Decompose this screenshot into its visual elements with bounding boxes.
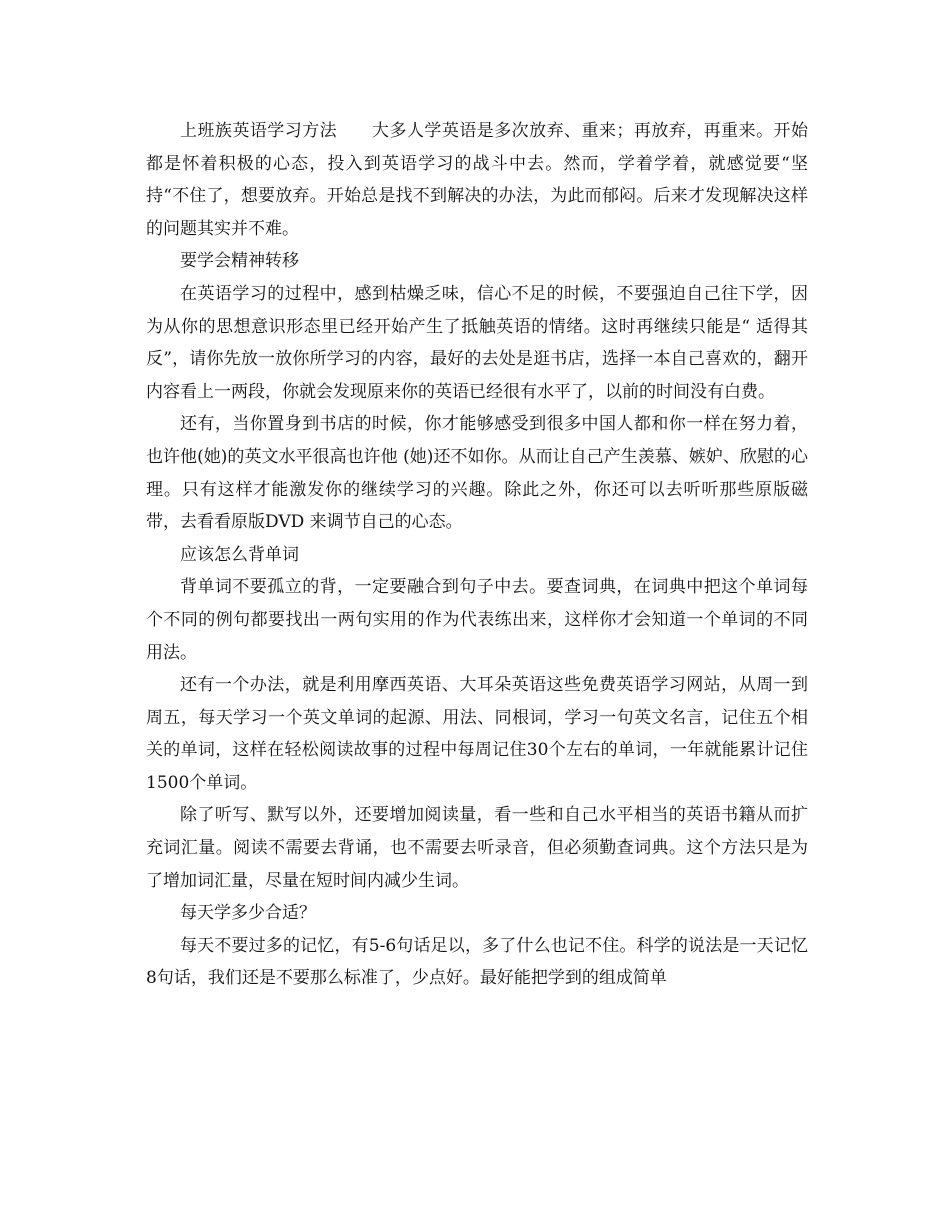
paragraph-intro: 上班族英语学习方法 大多人学英语是多次放弃、重来；再放弃，再重来。开始都是怀着积极的心态，投入到英语学习的战斗中去。然而，学着学着，就感觉要“坚持“不住了，想要放弃。开始总是找不到解决的办法，为此而郁闷。后来才发现解决这样的问题其实并不难。 xyxy=(146,121,808,239)
paragraph-vocabulary-1: 背单词不要孤立的背，一定要融合到句子中去。要查词典，在词典中把这个单词每个不同的例句都要找出一两句实用的作为代表练出来，这样你才会知道一个单词的不同用法。 xyxy=(146,577,808,663)
paragraph-mental-shift-1: 在英语学习的过程中，感到枯燥乏味，信心不足的时候，不要强迫自己往下学，因为从你的思想意识形态里已经开始产生了抵触英语的情绪。这时再继续只能是“ 适得其反”，请你先放一放你所学习的内容，最好的去处是逛书店，选择一本自己喜欢的，翻开内容看上一两段，你就会发现原来你的英语已经很有水平了，以前的时间没有白费。 xyxy=(146,283,808,402)
section-heading-daily-amount: 每天学多少合适？ xyxy=(180,903,316,924)
section-heading-vocabulary: 应该怎么背单词 xyxy=(180,544,299,565)
document-body xyxy=(146,115,808,995)
paragraph-vocabulary-3: 除了听写、默写以外，还要增加阅读量，看一些和自己水平相当的英语书籍从而扩充词汇量。阅读不需要去背诵，也不需要去听录音，但必须勤查词典。这个方法只是为了增加词汇量，尽量在短时间内减少生词。 xyxy=(146,805,808,891)
paragraph-daily-amount-1: 每天不要过多的记忆，有5-6句话足以，多了什么也记不住。科学的说法是一天记忆8句话，我们还是不要那么标准了，少点好。最好能把学到的组成简单 xyxy=(146,935,808,989)
paragraph-mental-shift-2: 还有，当你置身到书店的时候，你才能够感受到很多中国人都和你一样在努力着，也许他(她)的英文水平很高也许他 (她)还不如你。从而让自己产生羡慕、嫉妒、欣慰的心理。只有这样才能激发你的继续学习的兴趣。除此之外，你还可以去听听那些原版磁带，去看看原版DVD 来调节自己的心态。 xyxy=(146,414,808,533)
section-heading-mental-shift: 要学会精神转移 xyxy=(180,251,299,272)
paragraph-vocabulary-2: 还有一个办法，就是利用摩西英语、大耳朵英语这些免费英语学习网站，从周一到周五，每天学习一个英文单词的起源、用法、同根词，学习一句英文名言，记住五个相关的单词，这样在轻松阅读故事的过程中每周记住30个左右的单词，一年就能累计记住1500个单词。 xyxy=(146,675,808,793)
